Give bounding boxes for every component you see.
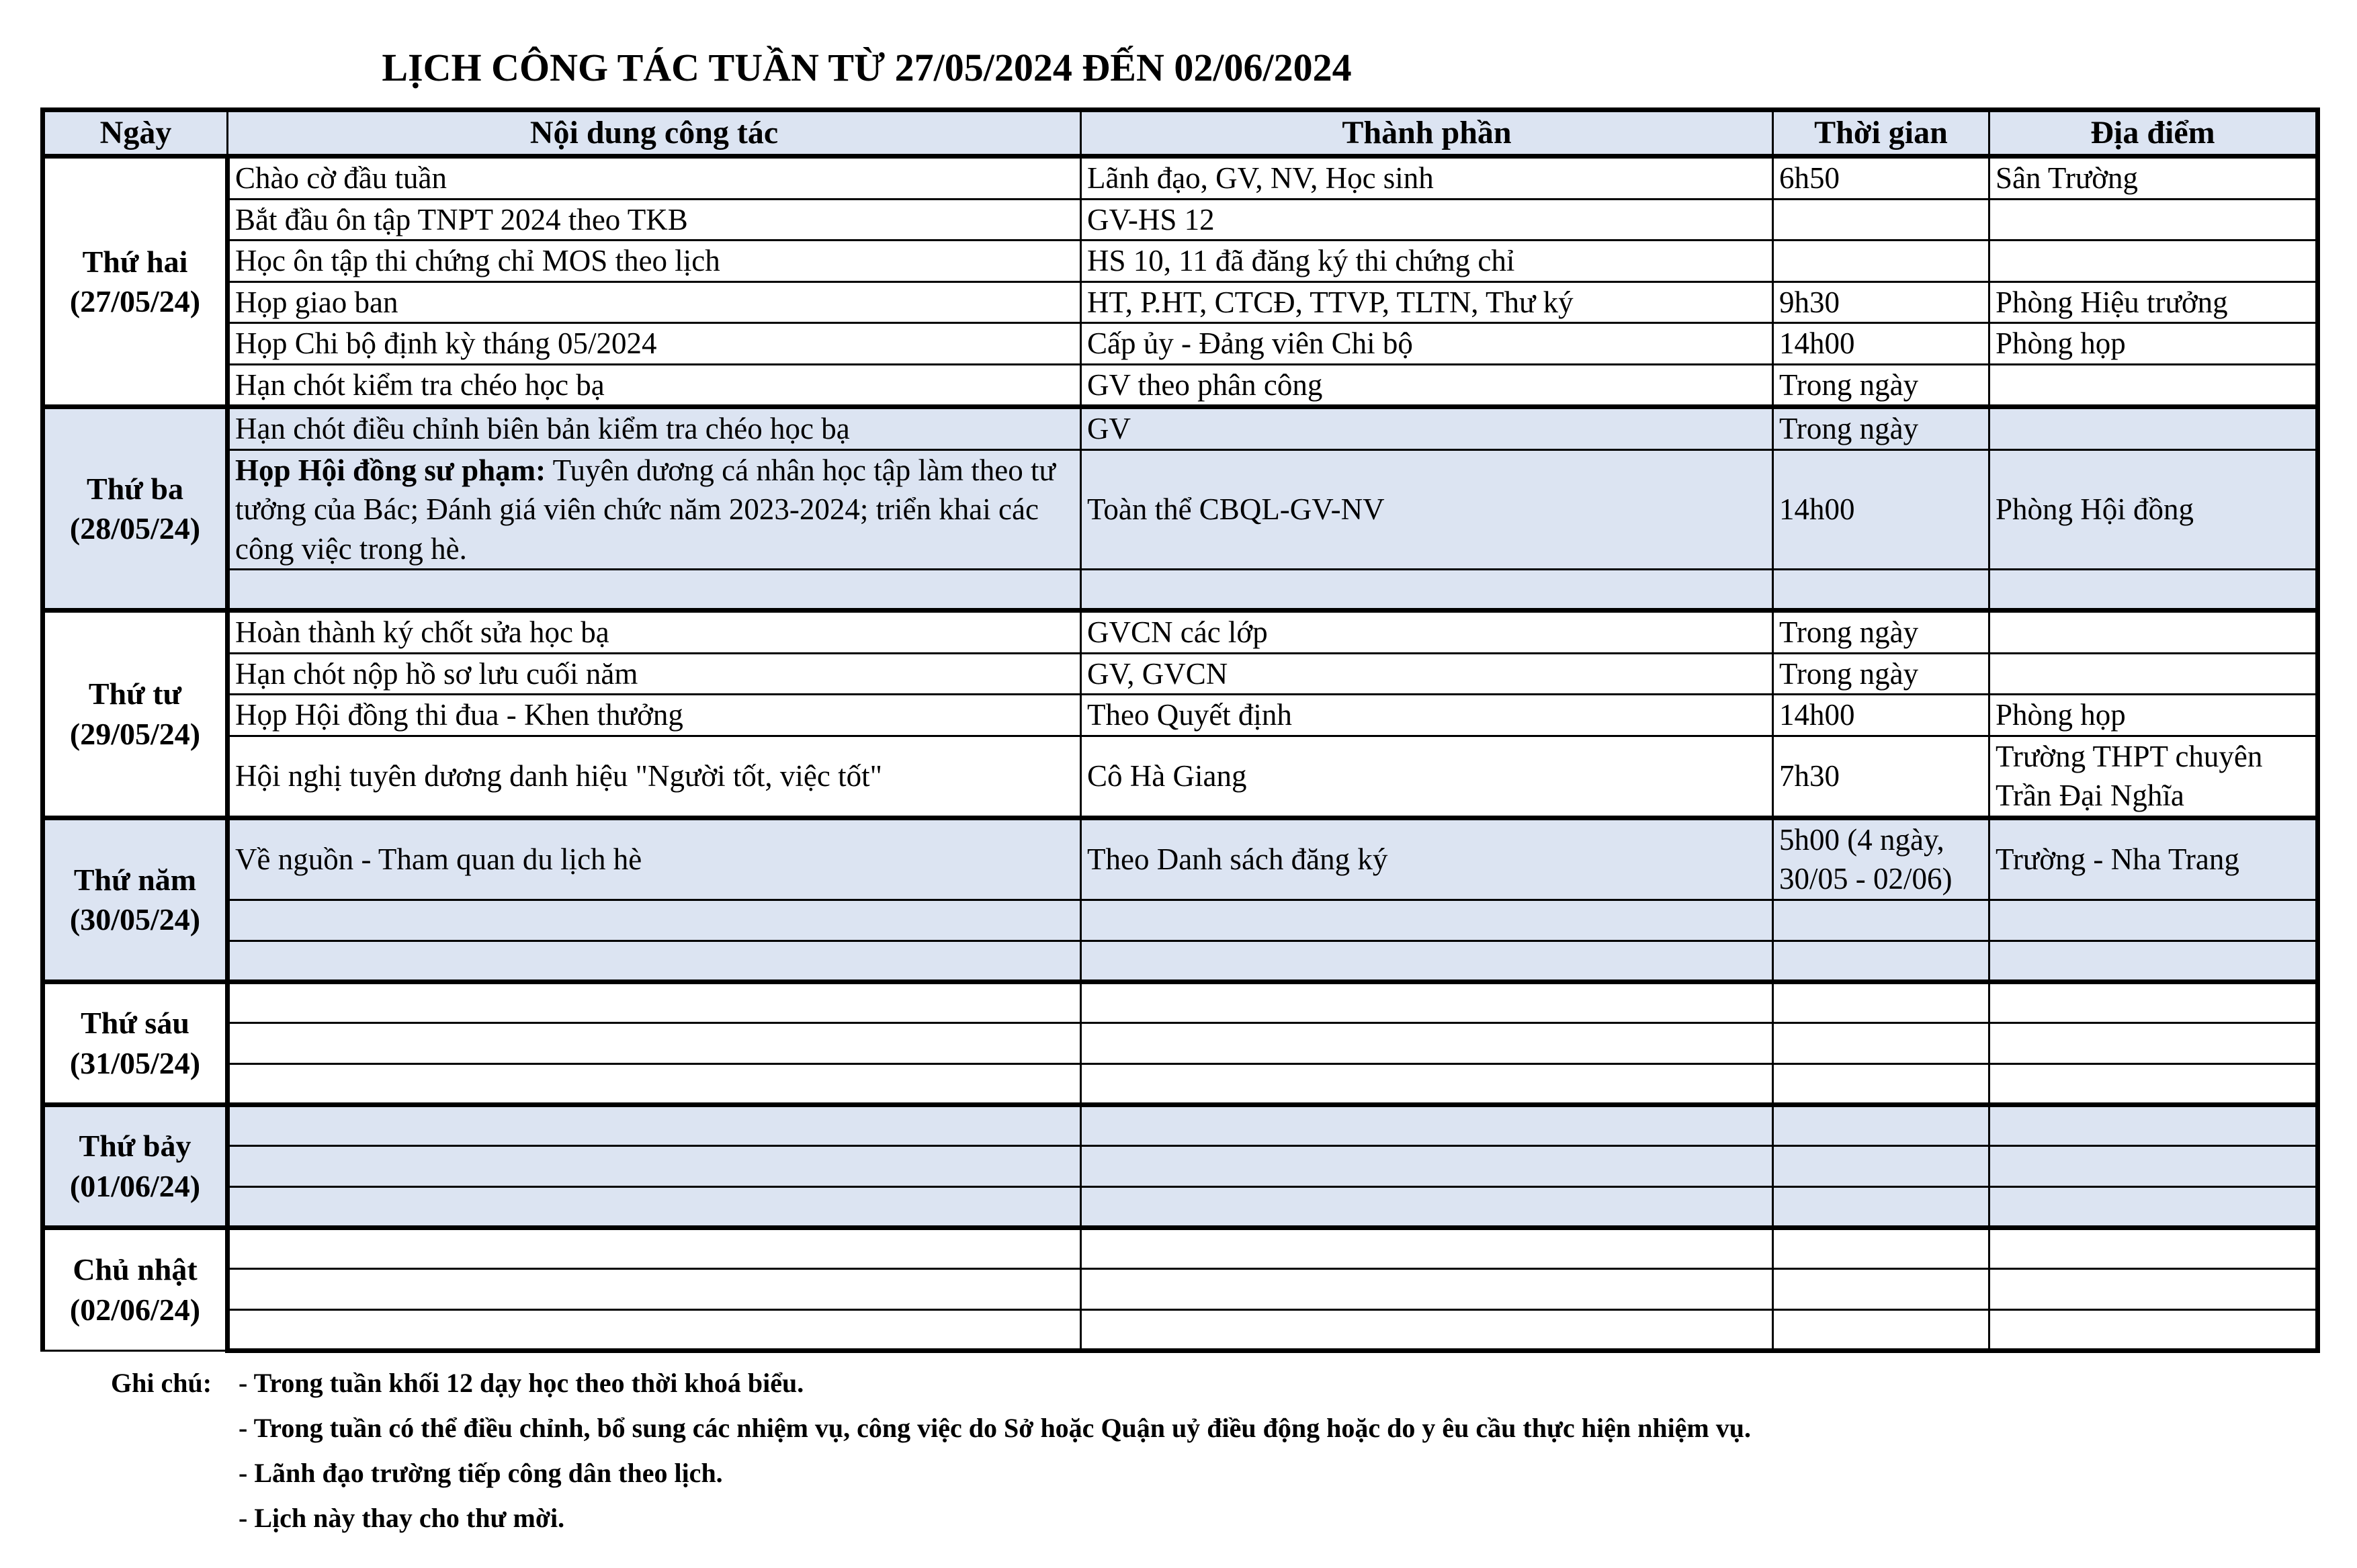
content-text: Tuyên dương cá nhân học tập làm theo tư tưởng của Bác; Đánh giá viên chức năm 2023-2024; triển khai các công việc trong hè. [235, 453, 1056, 566]
cell-time [1773, 199, 1989, 241]
note-item: - Trong tuần có thể điều chỉnh, bổ sung các nhiệm vụ, công việc do Sở hoặc Quận uỷ điều động hoặc do y êu cầu thực hiện nhiệm vụ. [239, 1413, 1751, 1443]
cell-place [1989, 1186, 2318, 1227]
cell-content [228, 1145, 1081, 1186]
cell-time: 9h30 [1773, 281, 1989, 323]
cell-members [1081, 900, 1773, 941]
cell-content: Hoàn thành ký chốt sửa học bạ [228, 611, 1081, 654]
cell-place: Phòng họp [1989, 323, 2318, 365]
cell-time [1773, 570, 1989, 611]
table-row [43, 241, 2318, 282]
table-row [43, 611, 2318, 654]
cell-place: Phòng Hiệu trưởng [1989, 281, 2318, 323]
cell-members: Theo Quyết định [1081, 695, 1773, 736]
cell-content [228, 1063, 1081, 1104]
cell-place [1989, 241, 2318, 282]
cell-time [1773, 1022, 1989, 1063]
cell-content [228, 1227, 1081, 1268]
cell-time [1773, 1145, 1989, 1186]
day-date: (30/05/24) [69, 902, 201, 937]
cell-members: GV, GVCN [1081, 653, 1773, 695]
cell-place [1989, 1104, 2318, 1145]
day-name: Thứ hai [82, 244, 188, 279]
cell-content [228, 982, 1081, 1022]
cell-members [1081, 1309, 1773, 1350]
day-cell-tuesday [43, 407, 228, 611]
day-name: Chủ nhật [73, 1252, 198, 1287]
note-item: - Lịch này thay cho thư mời. [239, 1503, 565, 1533]
cell-members: GV [1081, 407, 1773, 450]
cell-place [1989, 364, 2318, 407]
cell-content [228, 449, 1081, 570]
cell-place [1989, 1309, 2318, 1350]
cell-time [1773, 941, 1989, 982]
cell-members: GV theo phân công [1081, 364, 1773, 407]
cell-content: Hạn chót kiểm tra chéo học bạ [228, 364, 1081, 407]
cell-place [1989, 570, 2318, 611]
table-row [43, 1186, 2318, 1227]
day-date: (29/05/24) [69, 717, 201, 752]
cell-content: Họp giao ban [228, 281, 1081, 323]
table-row [43, 900, 2318, 941]
table-row [43, 736, 2318, 818]
note-item: - Lãnh đạo trường tiếp công dân theo lịch. [239, 1458, 723, 1488]
cell-content [228, 900, 1081, 941]
cell-content: Hạn chót nộp hồ sơ lưu cuối năm [228, 653, 1081, 695]
cell-time: 14h00 [1773, 695, 1989, 736]
cell-time [1773, 1268, 1989, 1309]
cell-place [1989, 611, 2318, 654]
day-name: Thứ bảy [79, 1129, 191, 1164]
cell-members [1081, 1022, 1773, 1063]
cell-content: Họp Chi bộ định kỳ tháng 05/2024 [228, 323, 1081, 365]
cell-content: Hội nghị tuyên dương danh hiệu "Người tốt, việc tốt" [228, 736, 1081, 818]
cell-time: Trong ngày [1773, 653, 1989, 695]
cell-time: 14h00 [1773, 323, 1989, 365]
day-cell-saturday [43, 1104, 228, 1227]
cell-content [228, 1268, 1081, 1309]
table-row [43, 982, 2318, 1022]
cell-members [1081, 570, 1773, 611]
day-name: Thứ sáu [81, 1006, 189, 1041]
cell-time [1773, 1186, 1989, 1227]
cell-content: Hạn chót điều chỉnh biên bản kiểm tra chéo học bạ [228, 407, 1081, 450]
day-name: Thứ ba [87, 471, 183, 506]
cell-content [228, 941, 1081, 982]
table-row [43, 1227, 2318, 1268]
header-members: Thành phần [1081, 110, 1773, 157]
cell-members [1081, 1063, 1773, 1104]
day-name: Thứ năm [73, 862, 197, 897]
day-date: (28/05/24) [69, 511, 201, 546]
cell-members [1081, 941, 1773, 982]
cell-place: Phòng họp [1989, 695, 2318, 736]
table-row [43, 323, 2318, 365]
note-item: - Trong tuần khối 12 dạy học theo thời khoá biểu. [239, 1368, 804, 1398]
cell-time: 14h00 [1773, 449, 1989, 570]
cell-members: Theo Danh sách đăng ký [1081, 818, 1773, 900]
day-name: Thứ tư [88, 677, 182, 711]
cell-place [1989, 199, 2318, 241]
cell-time [1773, 982, 1989, 1022]
cell-content [228, 1104, 1081, 1145]
notes-list [239, 1360, 2254, 1540]
cell-time [1773, 1227, 1989, 1268]
cell-members: Cấp ủy - Đảng viên Chi bộ [1081, 323, 1773, 365]
cell-place: Phòng Hội đồng [1989, 449, 2318, 570]
cell-members [1081, 1104, 1773, 1145]
table-row [43, 157, 2318, 200]
table-row [43, 570, 2318, 611]
cell-members: HS 10, 11 đã đăng ký thi chứng chỉ [1081, 241, 1773, 282]
cell-content: Chào cờ đầu tuần [228, 157, 1081, 200]
cell-content: Bắt đầu ôn tập TNPT 2024 theo TKB [228, 199, 1081, 241]
cell-content: Học ôn tập thi chứng chỉ MOS theo lịch [228, 241, 1081, 282]
table-row [43, 1022, 2318, 1063]
cell-place [1989, 407, 2318, 450]
cell-place: Sân Trường [1989, 157, 2318, 200]
day-date: (02/06/24) [69, 1292, 201, 1327]
day-cell-sunday [43, 1227, 228, 1350]
cell-time [1773, 241, 1989, 282]
cell-members: HT, P.HT, CTCĐ, TTVP, TLTN, Thư ký [1081, 281, 1773, 323]
header-place: Địa điểm [1989, 110, 2318, 157]
table-row [43, 1104, 2318, 1145]
day-date: (27/05/24) [69, 284, 201, 319]
cell-place [1989, 1227, 2318, 1268]
header-day: Ngày [43, 110, 228, 157]
schedule-table [40, 107, 2320, 1353]
cell-content [228, 1309, 1081, 1350]
cell-time [1773, 1063, 1989, 1104]
table-row [43, 941, 2318, 982]
table-row [43, 653, 2318, 695]
table-row [43, 1309, 2318, 1350]
cell-place [1989, 982, 2318, 1022]
cell-content [228, 1186, 1081, 1227]
cell-content: Họp Hội đồng thi đua - Khen thưởng [228, 695, 1081, 736]
cell-members [1081, 1268, 1773, 1309]
cell-time: Trong ngày [1773, 611, 1989, 654]
day-date: (01/06/24) [69, 1168, 201, 1203]
cell-members: Cô Hà Giang [1081, 736, 1773, 818]
day-cell-wednesday [43, 611, 228, 818]
table-row [43, 281, 2318, 323]
cell-place: Trường - Nha Trang [1989, 818, 2318, 900]
day-cell-thursday [43, 818, 228, 982]
cell-time: 6h50 [1773, 157, 1989, 200]
table-row [43, 1268, 2318, 1309]
notes-label: Ghi chú: [111, 1368, 212, 1398]
day-date: (31/05/24) [69, 1045, 201, 1080]
cell-place [1989, 653, 2318, 695]
cell-place [1989, 900, 2318, 941]
table-row [43, 364, 2318, 407]
cell-members [1081, 1227, 1773, 1268]
header-time: Thời gian [1773, 110, 1989, 157]
cell-place: Trường THPT chuyên Trần Đại Nghĩa [1989, 736, 2318, 818]
cell-time [1773, 1104, 1989, 1145]
cell-time: Trong ngày [1773, 364, 1989, 407]
day-cell-friday [43, 982, 228, 1104]
cell-time [1773, 900, 1989, 941]
cell-place [1989, 941, 2318, 982]
table-row [43, 199, 2318, 241]
table-row [43, 818, 2318, 900]
day-cell-monday [43, 157, 228, 407]
content-bold-prefix: Họp Hội đồng sư phạm: [235, 453, 546, 487]
table-row [43, 1145, 2318, 1186]
cell-members [1081, 982, 1773, 1022]
table-row [43, 449, 2318, 570]
cell-place [1989, 1268, 2318, 1309]
table-row [43, 407, 2318, 450]
cell-members: GVCN các lớp [1081, 611, 1773, 654]
header-content: Nội dung công tác [228, 110, 1081, 157]
cell-time [1773, 1309, 1989, 1350]
cell-content [228, 1022, 1081, 1063]
cell-members: GV-HS 12 [1081, 199, 1773, 241]
cell-place [1989, 1145, 2318, 1186]
table-row [43, 1063, 2318, 1104]
cell-time: Trong ngày [1773, 407, 1989, 450]
cell-members [1081, 1145, 1773, 1186]
cell-members: Lãnh đạo, GV, NV, Học sinh [1081, 157, 1773, 200]
page-title: LỊCH CÔNG TÁC TUẦN TỪ 27/05/2024 ĐẾN 02/06/2024 [382, 46, 1352, 89]
cell-time: 7h30 [1773, 736, 1989, 818]
cell-content: Về nguồn - Tham quan du lịch hè [228, 818, 1081, 900]
table-row [43, 695, 2318, 736]
cell-place [1989, 1063, 2318, 1104]
cell-time: 5h00 (4 ngày, 30/05 - 02/06) [1773, 818, 1989, 900]
cell-place [1989, 1022, 2318, 1063]
cell-members: Toàn thể CBQL-GV-NV [1081, 449, 1773, 570]
cell-members [1081, 1186, 1773, 1227]
cell-content [228, 570, 1081, 611]
